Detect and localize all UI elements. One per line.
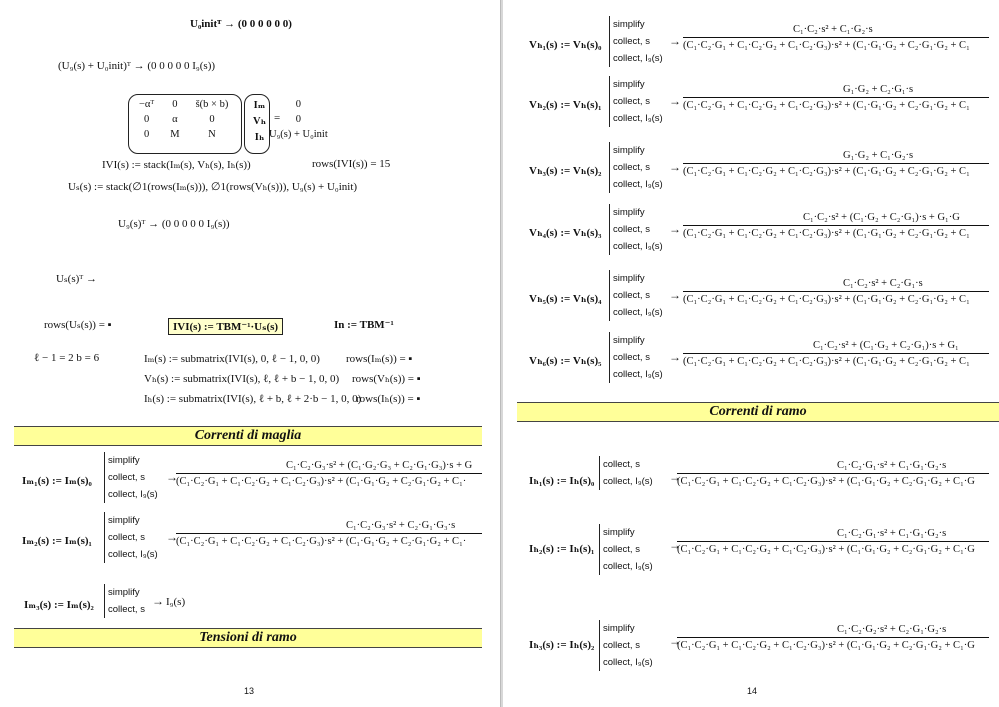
ib-submatrix: Iₕ(s) := submatrix(IVI(s), ℓ + b, ℓ + 2·b − 1, 0, 0) bbox=[144, 393, 362, 405]
arrow-icon: → bbox=[669, 94, 681, 108]
keyword: collect, s bbox=[613, 290, 650, 301]
keyword: collect, s bbox=[108, 472, 145, 483]
vb-expression bbox=[683, 150, 989, 177]
keyword: simplify bbox=[613, 273, 645, 284]
denominator: (C₁·C₂·G₁ + C₁·C₂·G₂ + C₁·C₂·G₃)·s² + (C₁·G₁·G₂ + C₂·G₁·G₂ + C₁ bbox=[683, 225, 989, 239]
keyword: simplify bbox=[108, 455, 140, 466]
denominator: (C₁·C₂·G₁ + C₁·C₂·G₂ + C₁·C₂·G₃)·s² + (C₁·G₁·G₂ + C₂·G₁·G₂ + C₁ bbox=[683, 37, 989, 51]
matrix-cell: α bbox=[172, 114, 178, 125]
keyword-list bbox=[609, 204, 663, 255]
in-tbm-def: In := TBM⁻¹ bbox=[334, 319, 394, 331]
ib-expression bbox=[677, 624, 989, 651]
keyword: simplify bbox=[108, 587, 140, 598]
us-stack-def: Uₛ(s) := stack(∅1(rows(Iₘ(s))), ∅1(rows(Vₕ(s))), U₉(s) + U₀init) bbox=[68, 181, 358, 193]
arrow-icon: → bbox=[669, 222, 681, 236]
keyword-list bbox=[599, 620, 653, 671]
vb-label: Vₕ₁(s) := Vₕ(s)₀ bbox=[529, 39, 602, 51]
l-b-values: ℓ − 1 = 2 b = 6 bbox=[34, 352, 100, 364]
keyword: simplify bbox=[613, 19, 645, 30]
vb-expression bbox=[683, 278, 989, 305]
arrow-icon: → bbox=[166, 530, 178, 544]
rows-vb: rows(Vₕ(s)) = ▪ bbox=[352, 373, 421, 385]
vector-cell: Iₘ bbox=[253, 100, 266, 111]
section-heading-correnti-di-maglia: Correnti di maglia bbox=[14, 426, 482, 446]
im3-result: I₉(s) bbox=[166, 596, 186, 608]
arrow-icon: → bbox=[166, 470, 178, 484]
denominator: (C₁·C₂·G₁ + C₁·C₂·G₂ + C₁·C₂·G₃)·s² + (C₁·G₁·G₂ + C₂·G₁·G₂ + C₁· bbox=[176, 473, 482, 487]
keyword: collect, I₉(s) bbox=[603, 476, 653, 487]
denominator: (C₁·C₂·G₁ + C₁·C₂·G₂ + C₁·C₂·G₃)·s² + (C₁·G₁·G₂ + C₂·G₁·G₂ + C₁ bbox=[683, 353, 989, 367]
keyword: collect, s bbox=[108, 604, 145, 615]
rhs-cell: 0 bbox=[295, 114, 301, 125]
arrow-icon: → bbox=[669, 160, 681, 174]
keyword: collect, s bbox=[613, 352, 650, 363]
numerator: C₁·C₂·G₁·s² + C₁·G₁·G₂·s bbox=[837, 460, 947, 471]
keyword: collect, I₉(s) bbox=[108, 489, 158, 500]
keyword: simplify bbox=[603, 527, 635, 538]
numerator: C₁·C₂·G₃·s² + (C₁·G₂·G₃ + C₂·G₁·G₃)·s + G bbox=[286, 460, 473, 471]
coefficient-matrix bbox=[130, 96, 237, 143]
uinit-transpose: U₀initᵀ → (0 0 0 0 0 0) bbox=[190, 18, 292, 30]
vb-label: Vₕ₄(s) := Vₕ(s)₃ bbox=[529, 227, 602, 239]
keyword: collect, s bbox=[613, 162, 650, 173]
keyword-list bbox=[599, 524, 653, 575]
im3-label: Iₘ₃(s) := Iₘ(s)₂ bbox=[24, 599, 94, 611]
section-heading-tensioni-di-ramo: Tensioni di ramo bbox=[14, 628, 482, 648]
keyword: collect, s bbox=[613, 36, 650, 47]
rows-im: rows(Iₘ(s)) = ▪ bbox=[346, 353, 413, 365]
im1-expression bbox=[176, 460, 482, 487]
keyword: collect, s bbox=[613, 96, 650, 107]
vb-expression bbox=[683, 212, 989, 239]
keyword: collect, s bbox=[108, 532, 145, 543]
keyword: collect, I₉(s) bbox=[108, 549, 158, 560]
keyword: simplify bbox=[613, 79, 645, 90]
arrow-icon: → bbox=[669, 470, 681, 484]
keyword-list bbox=[609, 142, 663, 193]
denominator: (C₁·C₂·G₁ + C₁·C₂·G₂ + C₁·C₂·G₃)·s² + (C₁·G₁·G₂ + C₂·G₁·G₂ + C₁· bbox=[176, 533, 482, 547]
keyword-list bbox=[104, 452, 158, 503]
matrix-cell: š(b × b) bbox=[195, 99, 229, 110]
ivi-stack-def: IVI(s) := stack(Iₘ(s), Vₕ(s), Iₕ(s)) bbox=[102, 159, 251, 171]
keyword: collect, I₉(s) bbox=[613, 53, 663, 64]
keyword-list bbox=[609, 16, 663, 67]
im2-expression bbox=[176, 520, 482, 547]
matrix-cell: 0 bbox=[172, 99, 178, 110]
equals-sign: = bbox=[274, 112, 281, 124]
section-heading-correnti-di-ramo: Correnti di ramo bbox=[517, 402, 999, 422]
keyword: collect, I₉(s) bbox=[613, 179, 663, 190]
vb-submatrix: Vₕ(s) := submatrix(IVI(s), ℓ, ℓ + b − 1, 0, 0) bbox=[144, 373, 340, 385]
vb-label: Vₕ₅(s) := Vₕ(s)₄ bbox=[529, 293, 602, 305]
matrix-cell: 0 bbox=[143, 114, 150, 125]
rows-ib: rows(Iₕ(s)) = ▪ bbox=[356, 393, 421, 405]
keyword: collect, I₉(s) bbox=[613, 113, 663, 124]
keyword-list bbox=[609, 76, 663, 127]
ib-label: Iₕ₃(s) := Iₕ(s)₂ bbox=[529, 639, 595, 651]
matrix-cell: 0 bbox=[209, 114, 215, 125]
denominator: (C₁·C₂·G₁ + C₁·C₂·G₂ + C₁·C₂·G₃)·s² + (C₁·G₁·G₂ + C₂·G₁·G₂ + C₁ bbox=[683, 97, 989, 111]
numerator: C₁·C₂·G₂·s² + C₂·G₁·G₂·s bbox=[837, 624, 947, 635]
denominator: (C₁·C₂·G₁ + C₁·C₂·G₂ + C₁·C₂·G₃)·s² + (C₁·G₁·G₂ + C₂·G₁·G₂ + C₁·G bbox=[677, 473, 989, 487]
keyword: collect, s bbox=[613, 224, 650, 235]
vb-label: Vₕ₆(s) := Vₕ(s)₅ bbox=[529, 355, 602, 367]
rows-ivi: rows(IVI(s)) = 15 bbox=[312, 158, 391, 170]
rows-us: rows(Uₛ(s)) = ▪ bbox=[44, 319, 112, 331]
arrow-icon: → bbox=[669, 34, 681, 48]
vector-cell: Iₕ bbox=[254, 132, 265, 143]
numerator: G₁·G₂ + C₂·G₁·s bbox=[843, 84, 914, 95]
keyword-list bbox=[609, 270, 663, 321]
ib-label: Iₕ₁(s) := Iₕ(s)₀ bbox=[529, 475, 595, 487]
vector-cell: Vₕ bbox=[253, 116, 267, 127]
page-number: 14 bbox=[747, 686, 758, 696]
keyword: collect, s bbox=[603, 640, 640, 651]
keyword: collect, I₉(s) bbox=[603, 657, 653, 668]
rhs-cell: 0 bbox=[295, 99, 301, 110]
keyword: simplify bbox=[603, 623, 635, 634]
ib-expression bbox=[677, 460, 989, 487]
ib-label: Iₕ₂(s) := Iₕ(s)₁ bbox=[529, 543, 595, 555]
denominator: (C₁·C₂·G₁ + C₁·C₂·G₂ + C₁·C₂·G₃)·s² + (C₁·G₁·G₂ + C₂·G₁·G₂ + C₁·G bbox=[677, 541, 989, 555]
denominator: (C₁·C₂·G₁ + C₁·C₂·G₂ + C₁·C₂·G₃)·s² + (C₁·G₁·G₂ + C₂·G₁·G₂ + C₁ bbox=[683, 163, 989, 177]
numerator: C₁·C₂·s² + (C₁·G₂ + C₂·G₁)·s + G₁ bbox=[813, 340, 959, 351]
numerator: C₁·C₂·s² + C₂·G₁·s bbox=[843, 278, 923, 289]
vb-expression bbox=[683, 340, 989, 367]
keyword-list bbox=[104, 512, 158, 563]
keyword: collect, I₉(s) bbox=[613, 369, 663, 380]
numerator: C₁·C₂·G₃·s² + C₂·G₁·G₃·s bbox=[346, 520, 456, 531]
keyword-list bbox=[104, 584, 145, 618]
im1-label: Iₘ₁(s) := Iₘ(s)₀ bbox=[22, 475, 92, 487]
keyword: simplify bbox=[613, 145, 645, 156]
page-number: 13 bbox=[244, 686, 255, 696]
keyword: collect, I₉(s) bbox=[613, 307, 663, 318]
numerator: C₁·C₂·G₁·s² + C₁·G₁·G₂·s bbox=[837, 528, 947, 539]
keyword: collect, s bbox=[603, 459, 640, 470]
us-transpose: Uₛ(s)ᵀ → bbox=[56, 273, 97, 285]
im2-label: Iₘ₂(s) := Iₘ(s)₁ bbox=[22, 535, 92, 547]
denominator: (C₁·C₂·G₁ + C₁·C₂·G₂ + C₁·C₂·G₃)·s² + (C₁·G₁·G₂ + C₂·G₁·G₂ + C₁·G bbox=[677, 637, 989, 651]
arrow-icon: → bbox=[152, 594, 164, 608]
keyword: simplify bbox=[613, 207, 645, 218]
keyword-list bbox=[599, 456, 653, 490]
im-submatrix: Iₘ(s) := submatrix(IVI(s), 0, ℓ − 1, 0, 0) bbox=[144, 353, 320, 365]
arrow-icon: → bbox=[669, 288, 681, 302]
keyword: collect, I₉(s) bbox=[603, 561, 653, 572]
rhs-cell: U₉(s) + U₀init bbox=[269, 129, 328, 140]
denominator: (C₁·C₂·G₁ + C₁·C₂·G₂ + C₁·C₂·G₃)·s² + (C₁·G₁·G₂ + C₂·G₁·G₂ + C₁ bbox=[683, 291, 989, 305]
rhs-vector bbox=[260, 96, 337, 143]
vb-label: Vₕ₃(s) := Vₕ(s)₂ bbox=[529, 165, 602, 177]
keyword: collect, I₉(s) bbox=[613, 241, 663, 252]
keyword-list bbox=[609, 332, 663, 383]
numerator: C₁·C₂·s² + (C₁·G₂ + C₂·G₁)·s + G₁·G bbox=[803, 212, 960, 223]
ivi-tbm-def: IVI(s) := TBM⁻¹·Uₛ(s) bbox=[168, 318, 283, 335]
numerator: G₁·G₂ + C₁·G₂·s bbox=[843, 150, 914, 161]
keyword: simplify bbox=[108, 515, 140, 526]
matrix-cell: −αᵀ bbox=[139, 99, 155, 110]
matrix-cell: 0 bbox=[143, 129, 150, 140]
matrix-cell: N bbox=[208, 129, 216, 140]
keyword: simplify bbox=[613, 335, 645, 346]
numerator: C₁·C₂·s² + C₁·G₂·s bbox=[793, 24, 873, 35]
vb-expression bbox=[683, 24, 989, 51]
ug-transpose: U₉(s)ᵀ → (0 0 0 0 0 I₉(s)) bbox=[118, 218, 230, 230]
keyword: collect, s bbox=[603, 544, 640, 555]
arrow-icon: → bbox=[669, 350, 681, 364]
arrow-icon: → bbox=[669, 634, 681, 648]
ug-uinit-transpose: (U₉(s) + U₀init)ᵀ → (0 0 0 0 0 I₉(s)) bbox=[58, 60, 216, 72]
matrix-cell: M bbox=[170, 129, 180, 140]
ib-expression bbox=[677, 528, 989, 555]
arrow-icon: → bbox=[669, 538, 681, 552]
vb-expression bbox=[683, 84, 989, 111]
vb-label: Vₕ₂(s) := Vₕ(s)₁ bbox=[529, 99, 602, 111]
right-page bbox=[503, 0, 999, 707]
